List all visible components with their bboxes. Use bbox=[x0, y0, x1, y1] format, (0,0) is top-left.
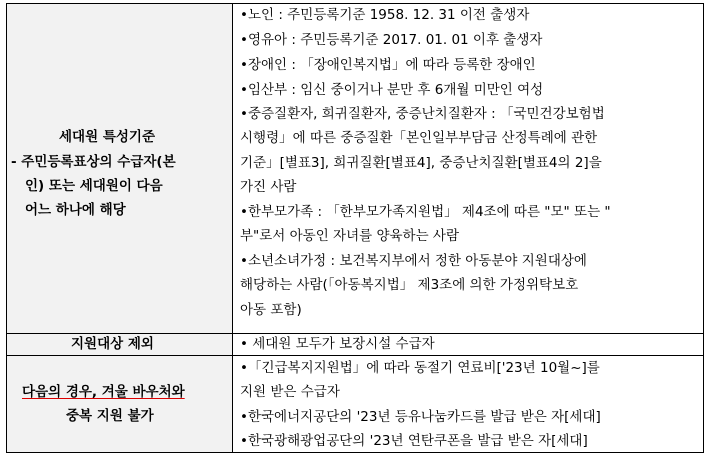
row-content-cell bbox=[233, 356, 703, 452]
eligibility-table bbox=[6, 3, 704, 453]
list-item: •소년소녀가정 : 보건복지부에서 정한 아동분야 지원대상에 bbox=[240, 253, 587, 269]
table-row-exclusion bbox=[7, 334, 703, 356]
list-item: •한국에너지공단의 '23년 등유나눔카드를 발급 받은 자[세대] bbox=[240, 409, 601, 425]
row-header-line: 어느 하나에 해당 bbox=[25, 202, 126, 218]
row-header-cell bbox=[7, 334, 233, 355]
list-item: •「긴급복지지원법」에 따라 동절기 연료비['23년 10월~]를 bbox=[240, 360, 600, 376]
list-item: •중증질환자, 희귀질환자, 중증난치질환자 : 「국민건강보험법 bbox=[240, 106, 605, 122]
row-header-cell bbox=[7, 4, 233, 333]
list-item-continuation: 지원 받은 수급자 bbox=[240, 384, 340, 400]
list-item-continuation: 부"로서 아동인 자녀를 양육하는 사람 bbox=[240, 228, 459, 244]
list-item: •한국광해광업공단의 '23년 연탄쿠폰을 발급 받은 자[세대] bbox=[240, 433, 588, 449]
list-item-continuation: 시행령」에 따른 중증질환「본인일부부담금 산정특례에 관한 bbox=[240, 130, 598, 146]
table-row-duplicate-support bbox=[7, 356, 703, 452]
list-item-continuation: 기준」[별표3], 희귀질환[별표4], 중증난치질환[별표4의 2]을 bbox=[240, 155, 602, 171]
row-content-cell bbox=[233, 4, 703, 333]
list-item-continuation: 해당하는 사람(「아동복지법」 제3조에 의한 가정위탁보호 bbox=[240, 277, 579, 293]
list-item: •영유아 : 주민등록기준 2017. 01. 01 이후 출생자 bbox=[240, 32, 543, 48]
row-header-cell bbox=[7, 356, 233, 452]
row-header-title: 지원대상 제외 bbox=[71, 336, 154, 352]
list-item: •임산부 : 임신 중이거나 분만 후 6개월 미만인 여성 bbox=[240, 82, 544, 98]
list-item: • 세대원 모두가 보장시설 수급자 bbox=[240, 336, 435, 352]
list-item-continuation: 가진 사람 bbox=[240, 179, 297, 195]
row-header-subtitle: 중복 지원 불가 bbox=[66, 408, 154, 424]
row-header-title: 세대원 특성기준 bbox=[59, 129, 155, 145]
list-item: •한부모가족 : 「한부모가족지원법」 제4조에 따른 "모" 또는 " bbox=[240, 204, 611, 220]
row-content-cell bbox=[233, 334, 703, 355]
row-header-line: - 주민등록표상의 수급자(본 bbox=[11, 154, 176, 170]
list-item-continuation: 아동 포함) bbox=[240, 302, 302, 318]
row-header-line: 인) 또는 세대원이 다음 bbox=[25, 178, 163, 194]
list-item: •장애인 : 「장애인복지법」에 따라 등록한 장애인 bbox=[240, 57, 536, 73]
row-header-title: 다음의 경우, 겨울 바우처와 bbox=[22, 384, 185, 400]
list-item: •노인 : 주민등록기준 1958. 12. 31 이전 출생자 bbox=[240, 7, 530, 23]
table-row-household-criteria bbox=[7, 4, 703, 334]
